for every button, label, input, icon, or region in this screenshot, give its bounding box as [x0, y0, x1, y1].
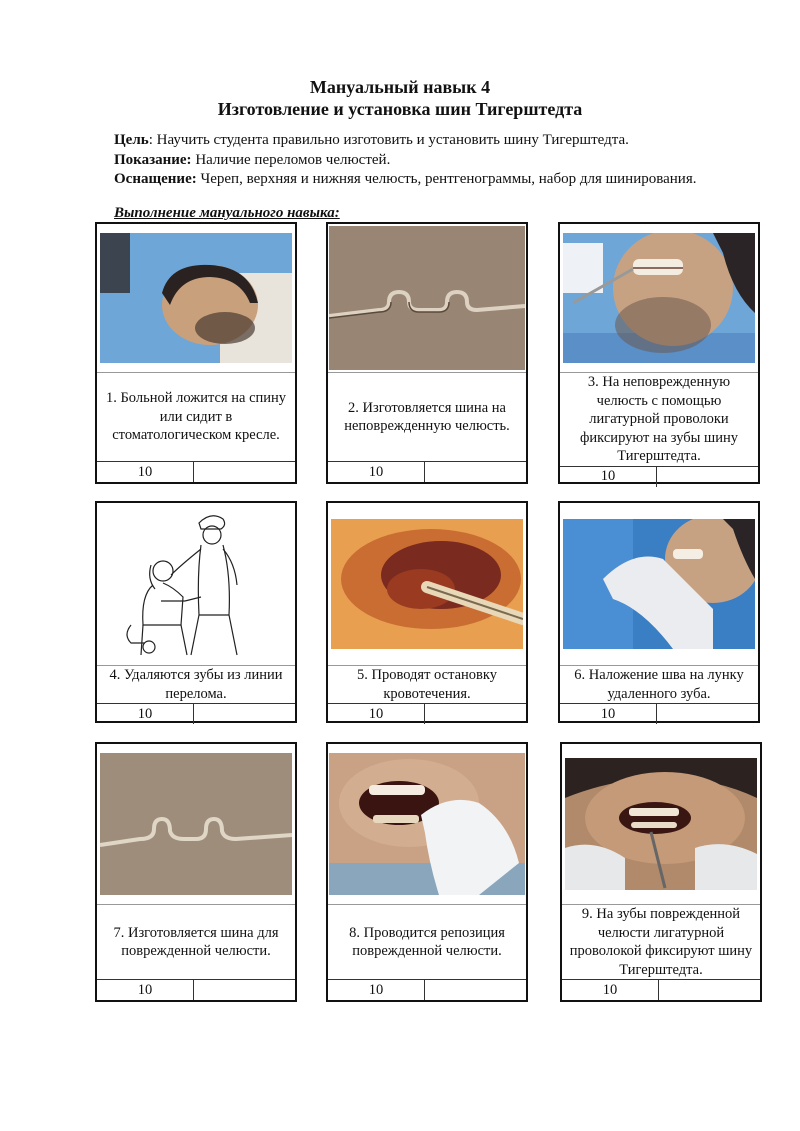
step-1-photo	[97, 224, 295, 373]
step-9-score-blank	[659, 980, 760, 1000]
indication-line	[114, 151, 774, 171]
step-3-score-blank	[657, 467, 758, 487]
step-2-photo	[328, 224, 526, 373]
step-3-score: 10	[560, 467, 657, 487]
step-card-2	[326, 222, 528, 484]
step-4-caption: 4. Удаляются зубы из линии перелома.	[109, 667, 283, 702]
title-line-2: Изготовление и установка шин Тигерштедта	[217, 99, 583, 119]
step-6-photo	[560, 503, 758, 666]
step-8-score: 10	[328, 980, 425, 1000]
title-line-1: Мануальный навык 4	[309, 77, 491, 97]
step-1-score-blank	[194, 462, 295, 482]
step-7-score: 10	[97, 980, 194, 1000]
step-3-score-row	[560, 466, 758, 487]
equipment-label: Оснащение:	[114, 171, 197, 187]
step-3-photo	[560, 224, 758, 373]
step-2-score-blank	[425, 462, 526, 482]
indication-label: Показание:	[114, 151, 192, 168]
step-5-score: 10	[328, 704, 425, 724]
step-card-3	[558, 222, 760, 484]
step-2-score: 10	[328, 462, 425, 482]
step-7-score-blank	[194, 980, 295, 1000]
step-card-7	[95, 742, 297, 1002]
equipment-line	[114, 170, 774, 190]
step-5-score-row	[328, 703, 526, 724]
step-1-caption: 1. Больной ложится на спину или сидит в стоматологическом кресле.	[105, 390, 287, 444]
indication-text: Наличие переломов челюстей.	[191, 151, 391, 168]
step-card-1	[95, 222, 297, 484]
goal-text: : Научить студента правильно изготовить и установить шину Тигерштедта.	[148, 132, 629, 148]
step-4-illustration	[97, 503, 295, 666]
step-2-caption: 2. Изготовляется шина на неповрежденную челюсть.	[344, 399, 510, 434]
document-title	[0, 76, 800, 120]
step-card-8	[326, 742, 528, 1002]
step-6-score: 10	[560, 704, 657, 724]
goal-label: Цель	[114, 132, 149, 148]
step-9-caption: 9. На зубы поврежденной челюсти лигатурной проволокой фиксируют шину Тигерштедта.	[569, 906, 753, 978]
step-9-photo	[562, 744, 760, 905]
step-6-caption: 6. Наложение шва на лунку удаленного зуба.	[574, 667, 744, 702]
step-9-score-row	[562, 979, 760, 1000]
step-6-score-row	[560, 703, 758, 724]
step-7-score-row	[97, 979, 295, 1000]
equipment-text: Череп, верхняя и нижняя челюсть, рентгенограммы, набор для шинирования.	[196, 171, 697, 187]
step-card-9	[560, 742, 762, 1002]
step-4-score-row	[97, 703, 295, 724]
step-4-score-blank	[194, 704, 295, 724]
step-3-caption: 3. На неповрежденную челюсть с помощью лигатурной проволоки фиксируют на зубы шину Тигерштедта.	[580, 374, 738, 464]
step-8-score-blank	[425, 980, 526, 1000]
step-2-score-row	[328, 461, 526, 482]
skill-info	[114, 131, 774, 190]
step-8-score-row	[328, 979, 526, 1000]
step-6-score-blank	[657, 704, 758, 724]
step-card-6	[558, 501, 760, 723]
step-5-caption: 5. Проводят остановку кровотечения.	[356, 667, 497, 702]
goal-line	[114, 131, 774, 151]
step-9-score: 10	[562, 980, 659, 1000]
step-4-score: 10	[97, 704, 194, 724]
step-7-caption: 7. Изготовляется шина для поврежденной челюсти.	[113, 924, 279, 959]
step-card-4	[95, 501, 297, 723]
step-8-photo	[328, 744, 526, 905]
procedure-heading: Выполнение мануального навыка:	[114, 205, 340, 221]
step-5-score-blank	[425, 704, 526, 724]
step-1-score: 10	[97, 462, 194, 482]
step-card-5	[326, 501, 528, 723]
step-5-photo	[328, 503, 526, 666]
step-8-caption: 8. Проводится репозиция поврежденной челюсти.	[349, 924, 505, 959]
step-7-photo	[97, 744, 295, 905]
step-1-score-row	[97, 461, 295, 482]
